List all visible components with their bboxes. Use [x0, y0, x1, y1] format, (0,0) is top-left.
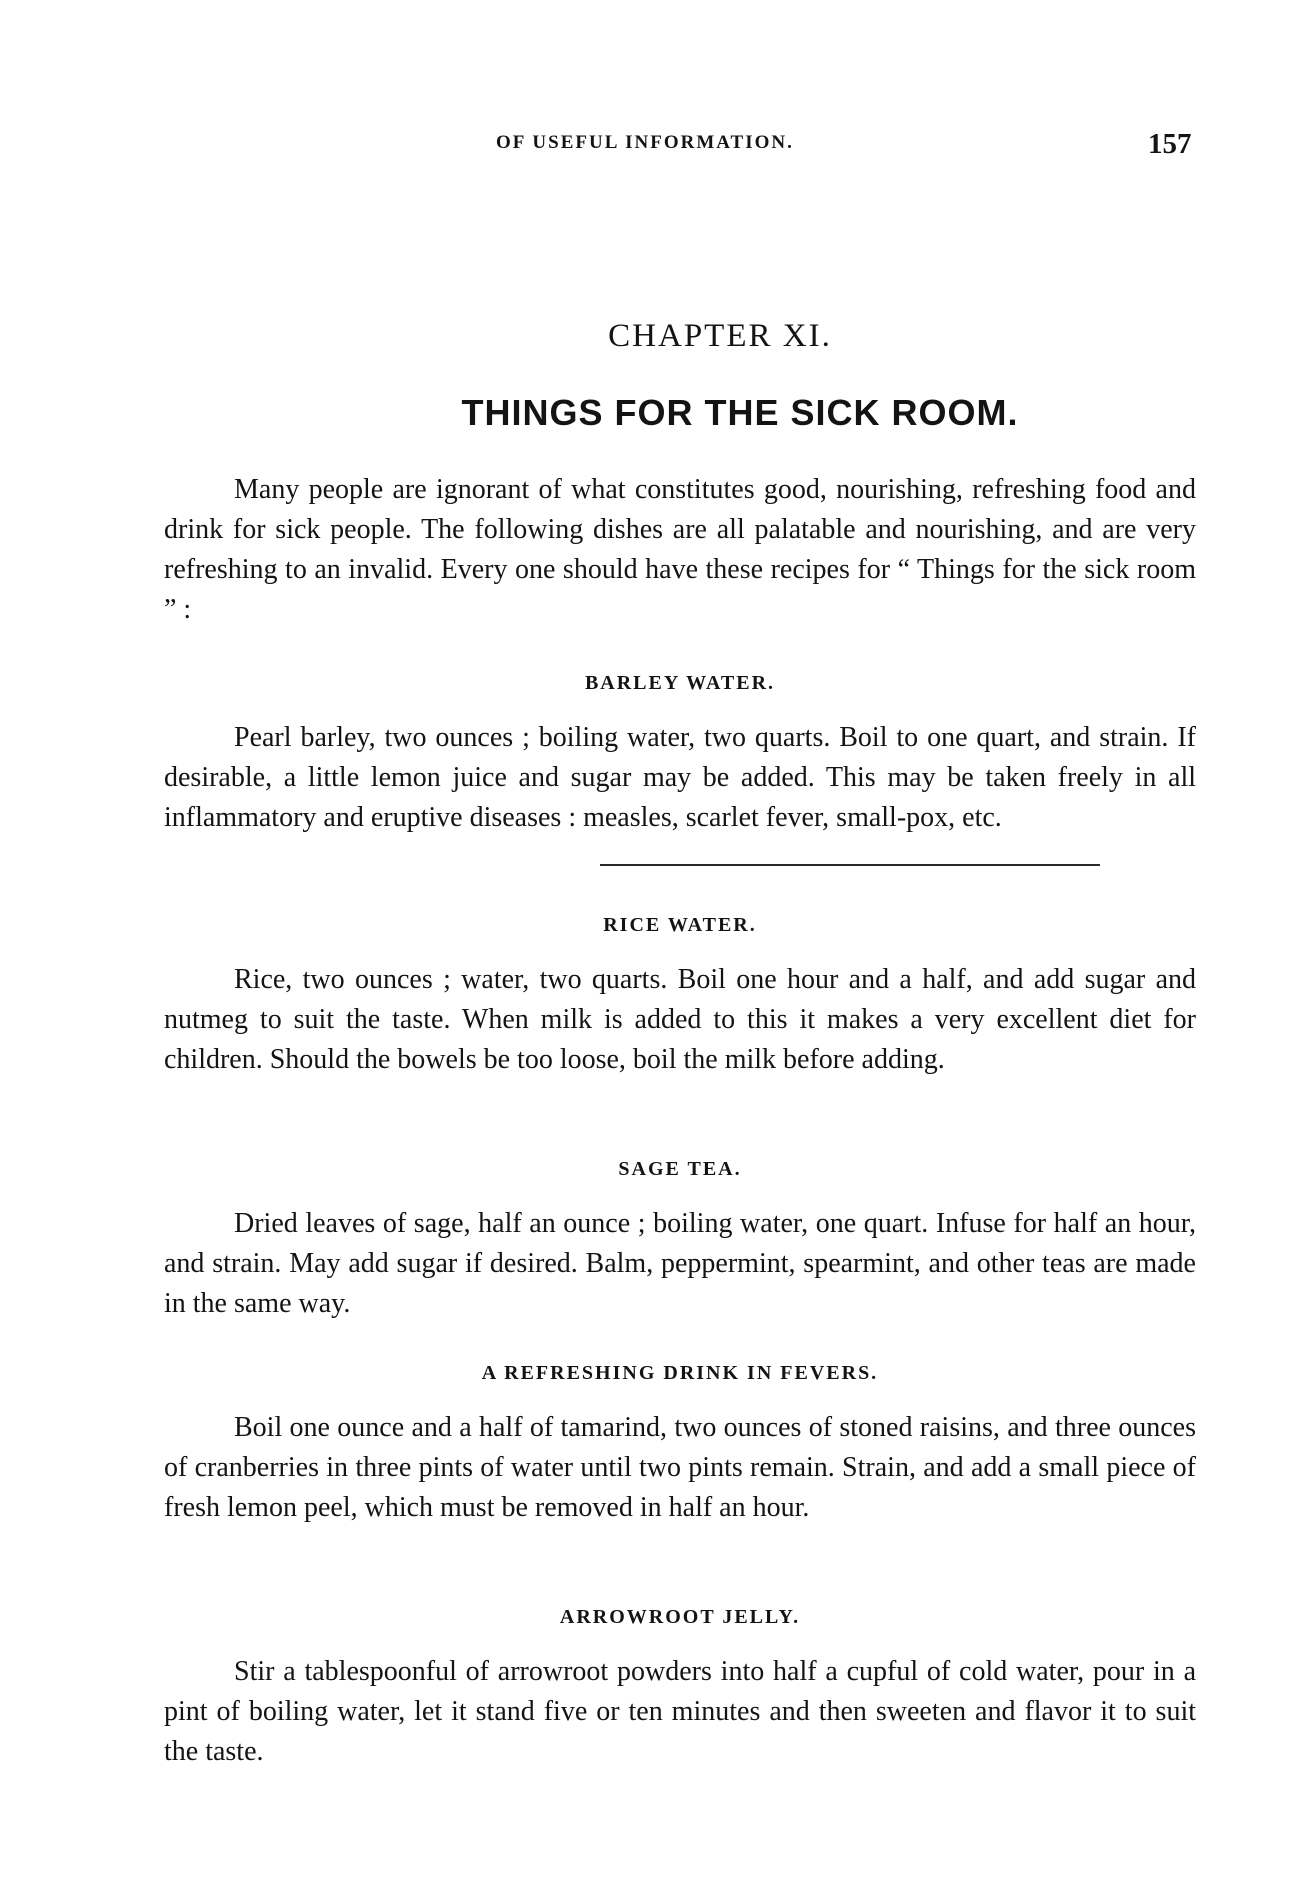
strike-through-line	[600, 864, 1100, 866]
recipe-sage-tea	[164, 1156, 1196, 1324]
recipe-title: SAGE TEA.	[618, 1158, 742, 1180]
recipe-body: Pearl barley, two ounces ; boiling water, two quarts. Boil to one quart, and strain. If desirable, a little lemon juice and sugar may be added. This may be taken freely in all inflammatory and eruptive diseases : measles, scarlet fever, small-pox, etc.	[164, 722, 1196, 833]
recipe-title: ARROWROOT JELLY.	[559, 1606, 801, 1628]
recipe-barley-water	[164, 670, 1196, 838]
recipe-body: Stir a tablespoonful of arrowroot powders into half a cupful of cold water, pour in a pint of boiling water, let it stand five or ten minutes and then sweeten and flavor it to suit the taste.	[164, 1656, 1196, 1767]
recipe-body: Dried leaves of sage, half an ounce ; boiling water, one quart. Infuse for half an hour, and strain. May add sugar if desired. Balm, peppermint, spearmint, and other teas are made in the same way.	[164, 1208, 1196, 1319]
recipe-rice-water	[164, 912, 1196, 1080]
recipe-refreshing-drink	[164, 1360, 1196, 1528]
recipe-arrowroot-jelly	[164, 1604, 1196, 1772]
chapter-title: THINGS FOR THE SICK ROOM.	[461, 392, 1019, 433]
recipe-body: Rice, two ounces ; water, two quarts. Boil one hour and a half, and add sugar and nutmeg to suit the taste. When milk is added to this it makes a very excellent diet for children. Should the bowels be too loose, boil the milk before adding.	[164, 964, 1196, 1075]
recipe-title: A REFRESHING DRINK IN FEVERS.	[481, 1362, 879, 1384]
recipe-title: RICE WATER.	[603, 914, 757, 936]
running-head: OF USEFUL INFORMATION.	[496, 132, 794, 153]
page-number: 157	[1148, 128, 1192, 160]
recipe-body: Boil one ounce and a half of tamarind, two ounces of stoned raisins, and three ounces of cranberries in three pints of water until two pints remain. Strain, and add a small piece of fresh lemon peel, which must be removed in half an hour.	[164, 1412, 1196, 1523]
intro-paragraph: Many people are ignorant of what constitutes good, nourishing, refreshing food and drink for sick people. The following dishes are all palatable and nourishing, and are very refreshing to an invalid. Every one should have these recipes for “ Things for the sick room ” :	[164, 474, 1196, 625]
recipe-title: BARLEY WATER.	[584, 672, 776, 694]
chapter-label: CHAPTER XI.	[608, 318, 832, 354]
